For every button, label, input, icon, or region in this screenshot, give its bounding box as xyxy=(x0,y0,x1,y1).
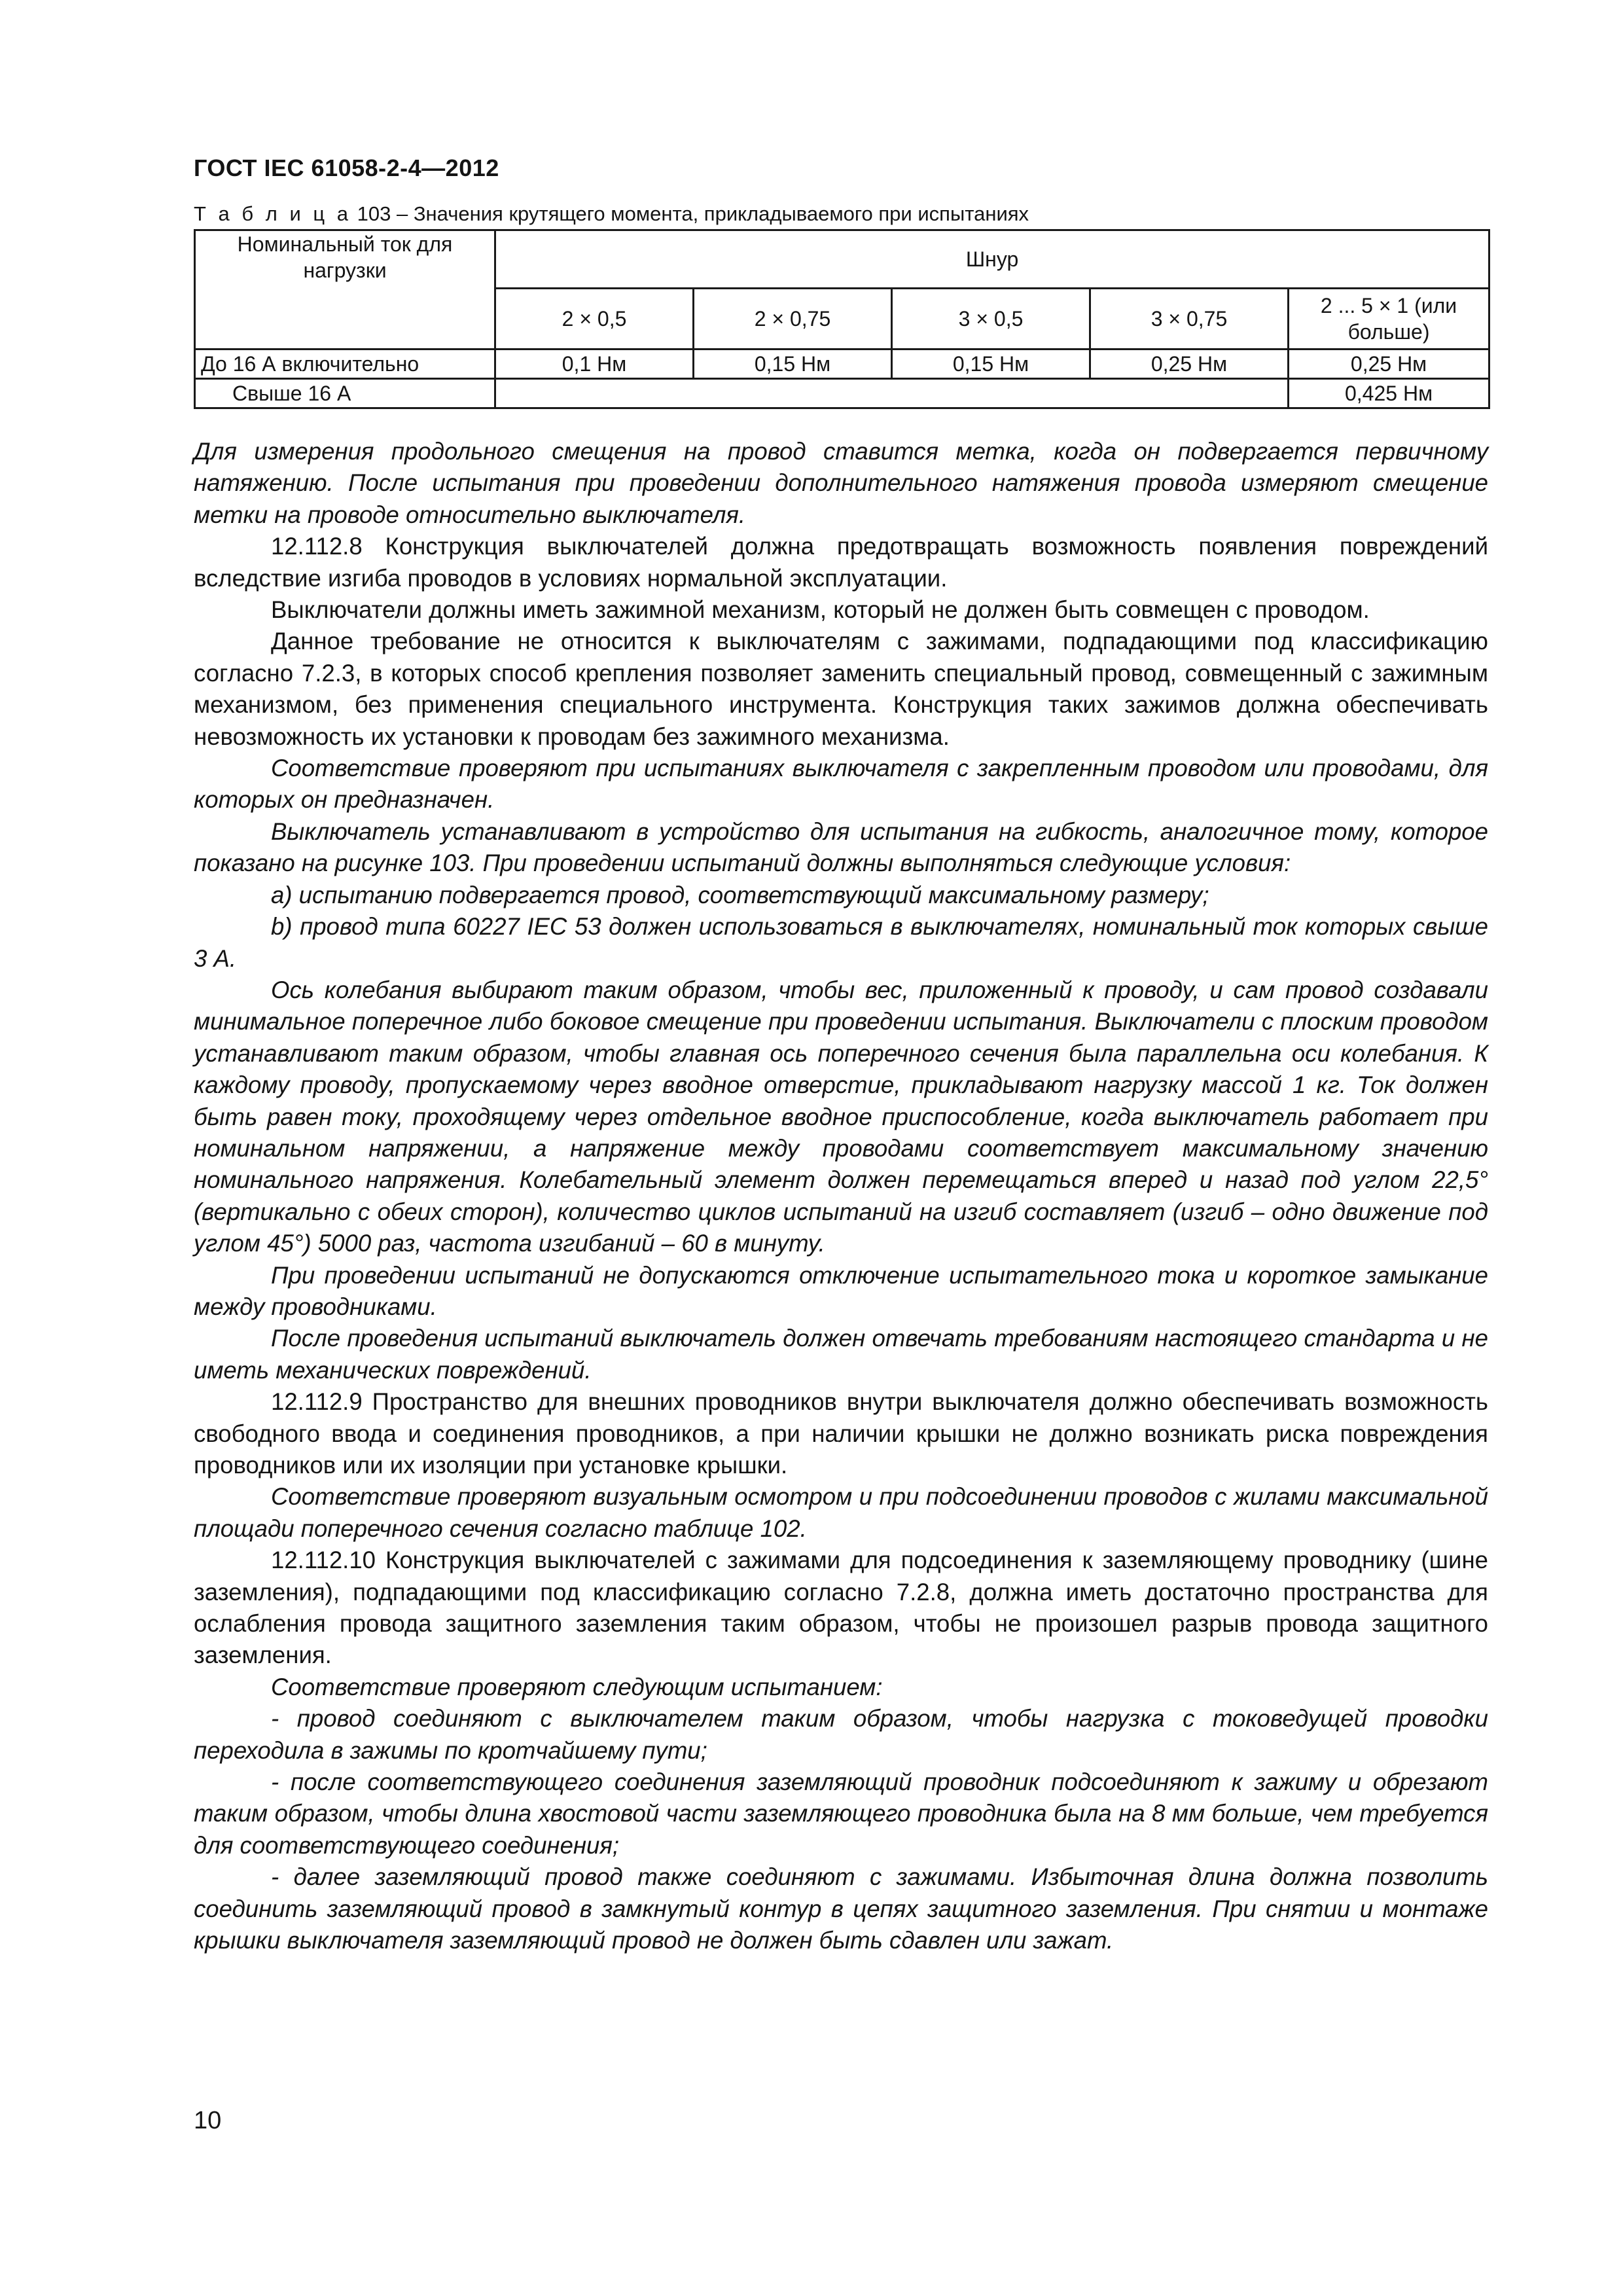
paragraph: При проведении испытаний не допускаются отключение испытательного тока и короткое замыкание между проводниками. xyxy=(194,1261,1488,1320)
table-row xyxy=(195,379,1489,408)
paragraph: Соответствие проверяют следующим испытанием: xyxy=(271,1673,883,1700)
document-header: ГОСТ IEC 61058-2-4—2012 xyxy=(194,154,499,181)
torque-value: 0,25 Нм xyxy=(1090,350,1289,379)
page-number: 10 xyxy=(194,2107,222,2134)
row-label: До 16 А включительно xyxy=(195,350,495,379)
table-caption xyxy=(194,202,1029,226)
paragraph: Соответствие проверяют при испытаниях выключателя с закрепленным проводом или проводами, для которых он предназначен. xyxy=(194,755,1488,814)
paragraph: 12.112.9 Пространство для внешних проводников внутри выключателя должно обеспечивать возможность свободного ввода и соединения проводников, а при наличии крышки не должно возникать риска повреждения проводников или их изоляции при установке крышки. xyxy=(194,1388,1488,1479)
cord-column-header: 2 × 0,5 xyxy=(495,289,694,350)
cord-column-header: 3 × 0,75 xyxy=(1090,289,1289,350)
paragraph: Выключатели должны иметь зажимной механизм, который не должен быть совмещен с проводом. xyxy=(271,596,1370,624)
body-text xyxy=(194,436,1488,1957)
torque-value: 0,1 Нм xyxy=(495,350,694,379)
paragraph: - после соответствующего соединения заземляющий проводник подсоединяют к зажиму и обрезают таким образом, чтобы длина хвостовой части заземляющего проводника была на 8 мм больше, чем требуется для соответствующего соединения; xyxy=(194,1768,1488,1859)
paragraph: 12.112.8 Конструкция выключателей должна предотвращать возможность появления повреждений вследствие изгиба проводов в условиях нормальной эксплуатации. xyxy=(194,533,1488,592)
paragraph: Для измерения продольного смещения на провод ставится метка, когда он подвергается первичному натяжению. После испытания при проведении дополнительного натяжения провода измеряют смещение метки на проводе относительно выключателя. xyxy=(194,438,1488,528)
cord-column-header: 3 × 0,5 xyxy=(892,289,1090,350)
cord-column-header: 2 × 0,75 xyxy=(694,289,892,350)
paragraph: b) провод типа 60227 IEC 53 должен использоваться в выключателях, номинальный ток которых свыше 3 А. xyxy=(194,913,1488,972)
paragraph: - провод соединяют с выключателем таким образом, чтобы нагрузка с токоведущей проводки переходила в зажимы по кротчайшему пути; xyxy=(194,1705,1488,1764)
paragraph: Выключатель устанавливают в устройство для испытания на гибкость, аналогичное тому, которое показано на рисунке 103. При проведении испытаний должны выполняться следующие условия: xyxy=(194,817,1488,877)
cord-header: Шнур xyxy=(495,230,1489,289)
torque-value: 0,15 Нм xyxy=(892,350,1090,379)
table-caption-text: 103 – Значения крутящего момента, прикладываемого при испытаниях xyxy=(351,202,1029,225)
table-row xyxy=(195,350,1489,379)
paragraph: Соответствие проверяют визуальным осмотром и при подсоединении проводов с жилами максимальной площади поперечного сечения согласно таблице 102. xyxy=(194,1483,1488,1542)
empty-cell xyxy=(495,379,1289,408)
paragraph: 12.112.10 Конструкция выключателей с зажимами для подсоединения к заземляющему проводнику (шине заземления), подпадающими под классификацию согласно 7.2.8, должна иметь достаточно пространства для ослабления провода защитного заземления таким образом, чтобы не произошел разрыв провода защитного заземления. xyxy=(194,1547,1488,1669)
row-label: Свыше 16 А xyxy=(195,379,495,408)
rated-current-header: Номинальный ток для нагрузки xyxy=(195,230,495,350)
torque-table xyxy=(194,229,1490,409)
torque-value: 0,15 Нм xyxy=(694,350,892,379)
torque-value: 0,425 Нм xyxy=(1289,379,1489,408)
paragraph: После проведения испытаний выключатель должен отвечать требованиям настоящего стандарта и не иметь механических повреждений. xyxy=(194,1325,1488,1384)
cord-column-header: 2 ... 5 × 1 (или больше) xyxy=(1289,289,1489,350)
paragraph: Данное требование не относится к выключателям с зажимами, подпадающими под классификацию согласно 7.2.3, в которых способ крепления позволяет заменить специальный провод, совмещенный с зажимным механизмом, без применения специального инструмента. Конструкция таких зажимов должна обеспечивать невозможность их установки к проводам без зажимного механизма. xyxy=(194,628,1488,750)
paragraph: a) испытанию подвергается провод, соответствующий максимальному размеру; xyxy=(271,881,1209,908)
table-caption-label: Т а б л и ц а xyxy=(194,202,352,225)
torque-value: 0,25 Нм xyxy=(1289,350,1489,379)
paragraph: Ось колебания выбирают таким образом, чтобы вес, приложенный к проводу, и сам провод создавали минимальное поперечное либо боковое смещение при проведении испытания. Выключатели с плоским проводом устанавливают таким образом, чтобы главная ось поперечного сечения была параллельна оси колебания. К каждому проводу, пропускаемому через вводное отверстие, прикладывают нагрузку массой 1 кг. Ток должен быть равен току, проходящему через отдельное вводное приспособление, когда выключатель работает при номинальном напряжении, а напряжение между проводами соответствует максимальному значению номинального напряжения. Колебательный элемент должен перемещаться вперед и назад под углом 22,5° (вертикально с обеих сторон), количество циклов испытаний на изгиб составляет (изгиб – одно движение под углом 45°) 5000 раз, частота изгибаний – 60 в минуту. xyxy=(194,976,1488,1257)
paragraph: - далее заземляющий провод также соединяют с зажимами. Избыточная длина должна позволить соединить заземляющий провод в замкнутый контур в цепях защитного заземления. При снятии и монтаже крышки выключателя заземляющий провод не должен быть сдавлен или зажат. xyxy=(194,1863,1488,1954)
